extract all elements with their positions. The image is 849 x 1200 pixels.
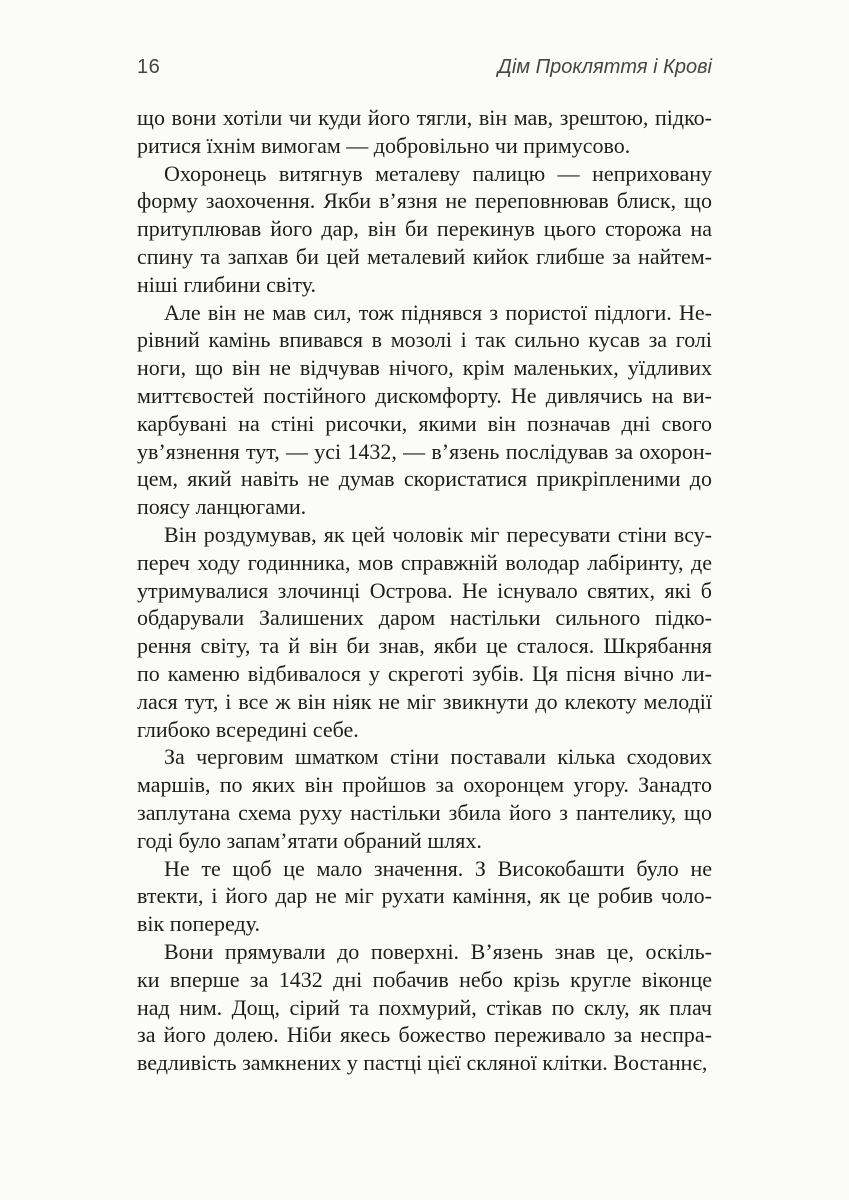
text-line: за його долею. Ніби якесь божество переживало за неспра- xyxy=(137,1022,712,1048)
text-line: по каменю відбивалося у скреготі зубів. Ця пісня вічно ли- xyxy=(137,660,712,686)
text-line: поясу ланцюгами. xyxy=(137,494,307,520)
text-line: рівний камінь впивався в мозолі і так сильно кусав за голі xyxy=(137,327,712,353)
text-line: маршів, по яких він пройшов за охоронцем угору. Занадто xyxy=(137,772,712,798)
running-header-title: Дім Прокляття і Крові xyxy=(497,56,712,78)
text-line: Але він не мав сил, тож піднявся з пористої підлоги. Не- xyxy=(164,299,712,325)
text-line: притуплював його дар, він би перекинув цього сторожа на xyxy=(137,216,712,242)
text-line: ніші глибини світу. xyxy=(137,271,316,297)
text-line: втекти, і його дар не міг рухати каміння, як це робив чоло- xyxy=(137,883,712,909)
text-line: над ним. Дощ, сірий та похмурий, стікав по склу, як плач xyxy=(137,994,712,1020)
text-line: ув’язнення тут, — усі 1432, — в’язень послідував за охорон- xyxy=(137,438,712,464)
text-line: переч ходу годинника, мов справжній володар лабіринту, де xyxy=(137,549,712,575)
text-line: форму заохочення. Якби в’язня не переповнював блиск, що xyxy=(137,188,712,214)
text-line: ки вперше за 1432 дні побачив небо крізь кругле віконце xyxy=(137,966,712,992)
text-line: рення світу, та й він би знав, якби це сталося. Шкрябання xyxy=(137,633,712,659)
text-line: ритися їхнім вимогам — добровільно чи примусово. xyxy=(137,132,631,158)
text-block xyxy=(137,104,712,1077)
text-line: обдарували Залишених даром настільки сильного підко- xyxy=(137,605,712,631)
text-line: Вони прямували до поверхні. В’язень знав це, оскіль- xyxy=(164,938,712,964)
text-line: утримувалися злочинці Острова. Не існувало святих, які б xyxy=(137,577,712,603)
text-line: глибоко всередині себе. xyxy=(137,716,359,742)
page-number: 16 xyxy=(137,56,161,78)
running-header xyxy=(137,55,712,79)
text-line: За черговим шматком стіни поставали кілька сходових xyxy=(164,744,712,770)
text-line: вік попереду. xyxy=(137,911,260,937)
text-line: лася тут, і все ж він ніяк не міг звикнути до клекоту мелодії xyxy=(137,688,712,714)
text-line: годі було запам’ятати обраний шлях. xyxy=(137,827,482,853)
text-line: миттєвостей постійного дискомфорту. Не дивлячись на ви- xyxy=(137,382,712,408)
text-line: Не те щоб це мало значення. З Високобашти було не xyxy=(164,855,712,881)
text-line: Охоронець витягнув металеву палицю — неприховану xyxy=(164,160,712,186)
text-line: цем, який навіть не думав скористатися прикріпленими до xyxy=(137,466,712,492)
text-line: Він роздумував, як цей чоловік міг пересувати стіни всу- xyxy=(164,521,712,547)
text-line: ноги, що він не відчував нічого, крім маленьких, уїдливих xyxy=(137,355,712,381)
text-line: ведливість замкнених у пастці цієї скляної клітки. Востаннє, xyxy=(137,1050,708,1076)
text-line: що вони хотіли чи куди його тягли, він мав, зрештою, підко- xyxy=(137,105,712,130)
text-line: заплутана схема руху настільки збила його з пантелику, що xyxy=(137,799,712,825)
text-line: карбувані на стіні рисочки, якими він позначав дні свого xyxy=(137,410,712,436)
text-line: спину та запхав би цей металевий кийок глибше за найтем- xyxy=(137,243,712,269)
